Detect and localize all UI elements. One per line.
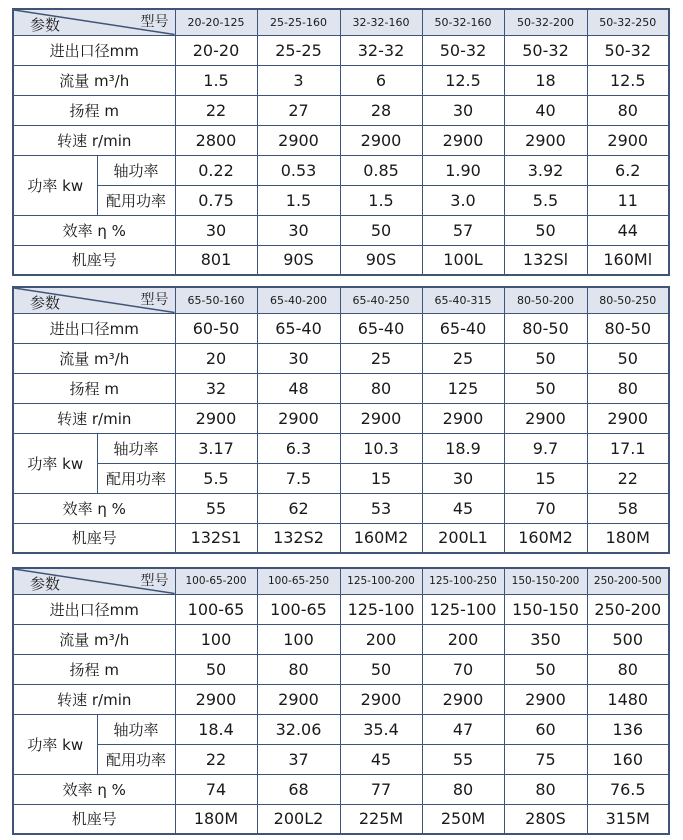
value-cell: 2900 xyxy=(504,125,587,155)
value-cell: 77 xyxy=(340,774,422,804)
value-cell: 90S xyxy=(340,245,422,275)
value-cell: 22 xyxy=(587,463,669,493)
row-label-efficiency: 效率 η % xyxy=(13,493,175,523)
value-cell: 160Ml xyxy=(587,245,669,275)
value-cell: 350 xyxy=(504,624,587,654)
spec-table-3 xyxy=(12,567,670,835)
row-label-shaft-power: 轴功率 xyxy=(97,714,175,744)
value-cell: 160M2 xyxy=(340,523,422,553)
model-header-row xyxy=(13,287,669,313)
value-cell: 500 xyxy=(587,624,669,654)
value-cell: 40 xyxy=(504,95,587,125)
value-cell: 1.90 xyxy=(422,155,504,185)
row-flow xyxy=(13,624,669,654)
row-label-speed: 转速 r/min xyxy=(13,403,175,433)
value-cell: 80 xyxy=(504,774,587,804)
row-label-motor-power: 配用功率 xyxy=(97,744,175,774)
value-cell: 2900 xyxy=(504,403,587,433)
value-cell: 2900 xyxy=(422,684,504,714)
row-shaft-power xyxy=(13,714,669,744)
value-cell: 132S2 xyxy=(257,523,340,553)
value-cell: 17.1 xyxy=(587,433,669,463)
row-frame xyxy=(13,804,669,834)
value-cell: 100-65 xyxy=(175,594,257,624)
value-cell: 30 xyxy=(175,215,257,245)
value-cell: 5.5 xyxy=(504,185,587,215)
value-cell: 65-40 xyxy=(257,313,340,343)
row-head xyxy=(13,654,669,684)
model-header-row xyxy=(13,568,669,594)
value-cell: 0.22 xyxy=(175,155,257,185)
value-cell: 6.2 xyxy=(587,155,669,185)
value-cell: 70 xyxy=(422,654,504,684)
value-cell: 50 xyxy=(340,215,422,245)
model-cell: 50-32-200 xyxy=(504,9,587,35)
value-cell: 12.5 xyxy=(587,65,669,95)
row-label-inlet: 进出口径mm xyxy=(13,313,175,343)
model-cell: 65-40-200 xyxy=(257,287,340,313)
row-label-frame: 机座号 xyxy=(13,245,175,275)
value-cell: 50 xyxy=(587,343,669,373)
row-flow xyxy=(13,343,669,373)
model-cell: 80-50-250 xyxy=(587,287,669,313)
value-cell: 1.5 xyxy=(340,185,422,215)
value-cell: 1.5 xyxy=(175,65,257,95)
value-cell: 57 xyxy=(422,215,504,245)
row-flow xyxy=(13,65,669,95)
value-cell: 12.5 xyxy=(422,65,504,95)
value-cell: 76.5 xyxy=(587,774,669,804)
value-cell: 7.5 xyxy=(257,463,340,493)
model-cell: 32-32-160 xyxy=(340,9,422,35)
value-cell: 32-32 xyxy=(340,35,422,65)
value-cell: 2900 xyxy=(257,684,340,714)
row-label-shaft-power: 轴功率 xyxy=(97,155,175,185)
row-label-speed: 转速 r/min xyxy=(13,684,175,714)
value-cell: 5.5 xyxy=(175,463,257,493)
row-label-frame: 机座号 xyxy=(13,523,175,553)
value-cell: 60-50 xyxy=(175,313,257,343)
value-cell: 2900 xyxy=(340,125,422,155)
model-cell: 125-100-200 xyxy=(340,568,422,594)
value-cell: 225M xyxy=(340,804,422,834)
value-cell: 2900 xyxy=(587,125,669,155)
row-head xyxy=(13,95,669,125)
value-cell: 37 xyxy=(257,744,340,774)
value-cell: 100-65 xyxy=(257,594,340,624)
value-cell: 2900 xyxy=(175,684,257,714)
row-label-power: 功率 kw xyxy=(13,714,97,774)
value-cell: 80 xyxy=(587,95,669,125)
spec-table-2 xyxy=(12,286,670,554)
row-label-head: 扬程 m xyxy=(13,373,175,403)
model-cell: 150-150-200 xyxy=(504,568,587,594)
model-cell: 65-50-160 xyxy=(175,287,257,313)
row-label-head: 扬程 m xyxy=(13,95,175,125)
value-cell: 90S xyxy=(257,245,340,275)
value-cell: 125-100 xyxy=(422,594,504,624)
row-inlet xyxy=(13,35,669,65)
corner-header-cell xyxy=(13,287,175,313)
value-cell: 200 xyxy=(340,624,422,654)
row-label-shaft-power: 轴功率 xyxy=(97,433,175,463)
value-cell: 50 xyxy=(504,654,587,684)
value-cell: 200 xyxy=(422,624,504,654)
value-cell: 30 xyxy=(422,95,504,125)
model-cell: 100-65-250 xyxy=(257,568,340,594)
value-cell: 200L2 xyxy=(257,804,340,834)
value-cell: 250-200 xyxy=(587,594,669,624)
row-frame xyxy=(13,523,669,553)
value-cell: 250M xyxy=(422,804,504,834)
value-cell: 2900 xyxy=(175,403,257,433)
value-cell: 1.5 xyxy=(257,185,340,215)
value-cell: 50 xyxy=(504,343,587,373)
row-speed xyxy=(13,125,669,155)
row-motor-power xyxy=(13,744,669,774)
value-cell: 2900 xyxy=(504,684,587,714)
value-cell: 280S xyxy=(504,804,587,834)
row-speed xyxy=(13,684,669,714)
value-cell: 20-20 xyxy=(175,35,257,65)
value-cell: 9.7 xyxy=(504,433,587,463)
value-cell: 50-32 xyxy=(587,35,669,65)
value-cell: 28 xyxy=(340,95,422,125)
value-cell: 3 xyxy=(257,65,340,95)
corner-model-label: 型号 xyxy=(140,573,169,589)
model-cell: 100-65-200 xyxy=(175,568,257,594)
value-cell: 53 xyxy=(340,493,422,523)
model-cell: 125-100-250 xyxy=(422,568,504,594)
value-cell: 62 xyxy=(257,493,340,523)
row-label-power: 功率 kw xyxy=(13,155,97,215)
value-cell: 132S1 xyxy=(175,523,257,553)
value-cell: 27 xyxy=(257,95,340,125)
value-cell: 0.75 xyxy=(175,185,257,215)
corner-header-cell xyxy=(13,9,175,35)
value-cell: 15 xyxy=(340,463,422,493)
value-cell: 2800 xyxy=(175,125,257,155)
row-inlet xyxy=(13,594,669,624)
value-cell: 47 xyxy=(422,714,504,744)
value-cell: 315M xyxy=(587,804,669,834)
value-cell: 6.3 xyxy=(257,433,340,463)
value-cell: 2900 xyxy=(422,125,504,155)
value-cell: 60 xyxy=(504,714,587,744)
value-cell: 15 xyxy=(504,463,587,493)
value-cell: 50-32 xyxy=(504,35,587,65)
value-cell: 80 xyxy=(587,373,669,403)
value-cell: 2900 xyxy=(257,403,340,433)
model-cell: 20-20-125 xyxy=(175,9,257,35)
row-label-power: 功率 kw xyxy=(13,433,97,493)
value-cell: 50 xyxy=(340,654,422,684)
row-frame xyxy=(13,245,669,275)
model-cell: 50-32-250 xyxy=(587,9,669,35)
corner-model-label: 型号 xyxy=(140,292,169,308)
value-cell: 11 xyxy=(587,185,669,215)
row-label-frame: 机座号 xyxy=(13,804,175,834)
value-cell: 48 xyxy=(257,373,340,403)
value-cell: 180M xyxy=(175,804,257,834)
value-cell: 74 xyxy=(175,774,257,804)
value-cell: 132Sl xyxy=(504,245,587,275)
value-cell: 1480 xyxy=(587,684,669,714)
value-cell: 44 xyxy=(587,215,669,245)
value-cell: 50-32 xyxy=(422,35,504,65)
row-label-head: 扬程 m xyxy=(13,654,175,684)
value-cell: 3.92 xyxy=(504,155,587,185)
value-cell: 50 xyxy=(504,373,587,403)
value-cell: 160 xyxy=(587,744,669,774)
value-cell: 32.06 xyxy=(257,714,340,744)
model-cell: 250-200-500 xyxy=(587,568,669,594)
value-cell: 80 xyxy=(422,774,504,804)
value-cell: 180M xyxy=(587,523,669,553)
value-cell: 75 xyxy=(504,744,587,774)
row-label-flow: 流量 m³/h xyxy=(13,65,175,95)
value-cell: 125-100 xyxy=(340,594,422,624)
value-cell: 30 xyxy=(422,463,504,493)
row-label-flow: 流量 m³/h xyxy=(13,343,175,373)
value-cell: 80-50 xyxy=(587,313,669,343)
row-efficiency xyxy=(13,493,669,523)
value-cell: 801 xyxy=(175,245,257,275)
model-cell: 25-25-160 xyxy=(257,9,340,35)
value-cell: 50 xyxy=(504,215,587,245)
value-cell: 80 xyxy=(257,654,340,684)
value-cell: 2900 xyxy=(340,403,422,433)
value-cell: 22 xyxy=(175,95,257,125)
value-cell: 18.4 xyxy=(175,714,257,744)
value-cell: 80-50 xyxy=(504,313,587,343)
value-cell: 30 xyxy=(257,215,340,245)
value-cell: 160M2 xyxy=(504,523,587,553)
value-cell: 200L1 xyxy=(422,523,504,553)
row-label-efficiency: 效率 η % xyxy=(13,774,175,804)
value-cell: 55 xyxy=(175,493,257,523)
value-cell: 22 xyxy=(175,744,257,774)
model-cell: 50-32-160 xyxy=(422,9,504,35)
value-cell: 32 xyxy=(175,373,257,403)
row-motor-power xyxy=(13,185,669,215)
value-cell: 100 xyxy=(175,624,257,654)
value-cell: 65-40 xyxy=(422,313,504,343)
value-cell: 80 xyxy=(587,654,669,684)
row-head xyxy=(13,373,669,403)
corner-param-label: 参数 xyxy=(30,574,61,593)
row-label-speed: 转速 r/min xyxy=(13,125,175,155)
model-cell: 65-40-315 xyxy=(422,287,504,313)
value-cell: 25 xyxy=(340,343,422,373)
value-cell: 150-150 xyxy=(504,594,587,624)
value-cell: 45 xyxy=(422,493,504,523)
value-cell: 0.53 xyxy=(257,155,340,185)
value-cell: 0.85 xyxy=(340,155,422,185)
row-shaft-power xyxy=(13,433,669,463)
value-cell: 68 xyxy=(257,774,340,804)
value-cell: 20 xyxy=(175,343,257,373)
value-cell: 100 xyxy=(257,624,340,654)
value-cell: 3.17 xyxy=(175,433,257,463)
value-cell: 2900 xyxy=(257,125,340,155)
row-motor-power xyxy=(13,463,669,493)
value-cell: 18 xyxy=(504,65,587,95)
value-cell: 136 xyxy=(587,714,669,744)
value-cell: 2900 xyxy=(422,403,504,433)
value-cell: 18.9 xyxy=(422,433,504,463)
value-cell: 45 xyxy=(340,744,422,774)
value-cell: 2900 xyxy=(340,684,422,714)
value-cell: 80 xyxy=(340,373,422,403)
row-speed xyxy=(13,403,669,433)
corner-header-cell xyxy=(13,568,175,594)
corner-param-label: 参数 xyxy=(30,15,61,34)
value-cell: 2900 xyxy=(587,403,669,433)
value-cell: 58 xyxy=(587,493,669,523)
model-cell: 65-40-250 xyxy=(340,287,422,313)
row-label-inlet: 进出口径mm xyxy=(13,35,175,65)
row-label-efficiency: 效率 η % xyxy=(13,215,175,245)
row-efficiency xyxy=(13,215,669,245)
value-cell: 25-25 xyxy=(257,35,340,65)
value-cell: 3.0 xyxy=(422,185,504,215)
value-cell: 25 xyxy=(422,343,504,373)
corner-model-label: 型号 xyxy=(140,14,169,30)
value-cell: 10.3 xyxy=(340,433,422,463)
value-cell: 30 xyxy=(257,343,340,373)
value-cell: 50 xyxy=(175,654,257,684)
value-cell: 65-40 xyxy=(340,313,422,343)
model-header-row xyxy=(13,9,669,35)
row-efficiency xyxy=(13,774,669,804)
row-shaft-power xyxy=(13,155,669,185)
row-inlet xyxy=(13,313,669,343)
row-label-flow: 流量 m³/h xyxy=(13,624,175,654)
model-cell: 80-50-200 xyxy=(504,287,587,313)
row-label-inlet: 进出口径mm xyxy=(13,594,175,624)
value-cell: 35.4 xyxy=(340,714,422,744)
value-cell: 6 xyxy=(340,65,422,95)
value-cell: 100L xyxy=(422,245,504,275)
corner-param-label: 参数 xyxy=(30,293,61,312)
value-cell: 55 xyxy=(422,744,504,774)
value-cell: 125 xyxy=(422,373,504,403)
row-label-motor-power: 配用功率 xyxy=(97,185,175,215)
row-label-motor-power: 配用功率 xyxy=(97,463,175,493)
spec-table-1 xyxy=(12,8,670,276)
value-cell: 70 xyxy=(504,493,587,523)
